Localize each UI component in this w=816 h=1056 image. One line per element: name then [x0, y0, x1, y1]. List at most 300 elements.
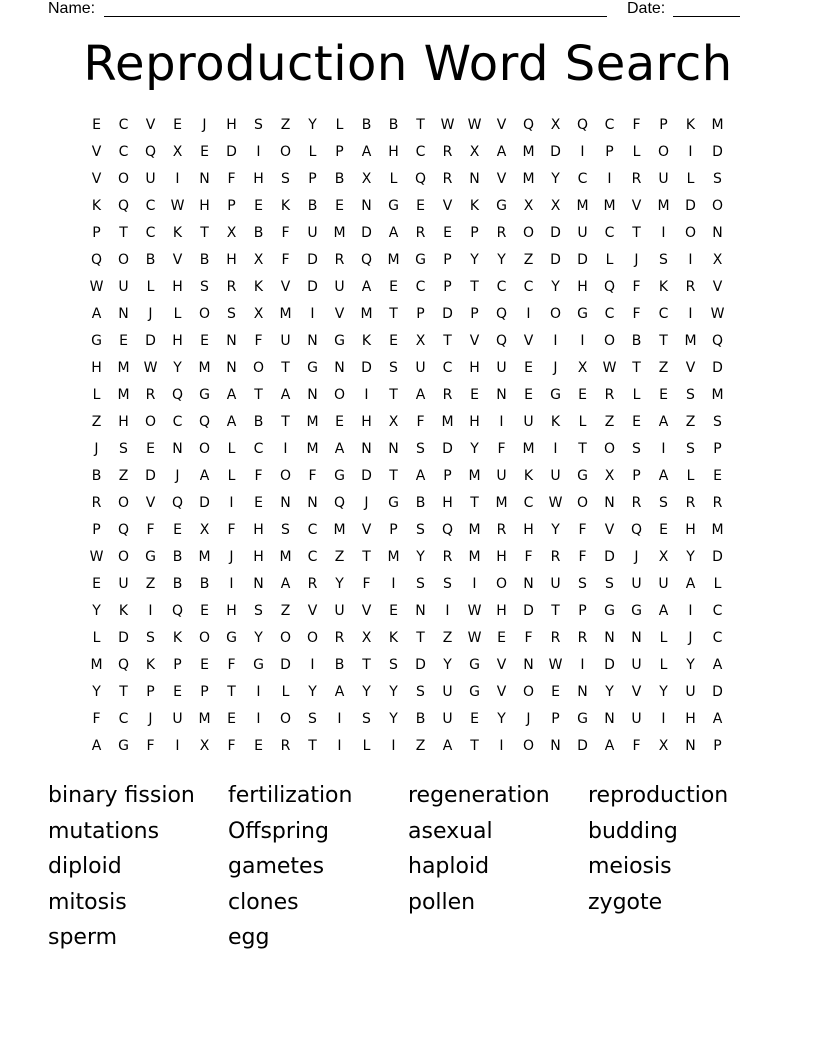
grid-letter[interactable]: S	[281, 522, 290, 538]
grid-letter[interactable]: E	[470, 387, 479, 403]
grid-letter[interactable]: O	[522, 738, 535, 754]
grid-letter[interactable]: U	[631, 657, 642, 673]
grid-letter[interactable]: Q	[117, 657, 130, 673]
grid-letter[interactable]: R	[334, 630, 345, 646]
grid-letter[interactable]: P	[578, 603, 587, 619]
grid-letter[interactable]: H	[172, 279, 183, 295]
grid-letter[interactable]: M	[90, 657, 103, 673]
grid-letter[interactable]: M	[198, 360, 211, 376]
grid-letter[interactable]: P	[632, 468, 641, 484]
grid-letter[interactable]: V	[91, 144, 102, 160]
grid-letter[interactable]: L	[92, 630, 101, 646]
grid-letter[interactable]: G	[334, 333, 345, 349]
grid-letter[interactable]: Y	[389, 711, 398, 727]
grid-letter[interactable]: T	[389, 306, 398, 322]
grid-letter[interactable]: M	[279, 549, 292, 565]
grid-letter[interactable]: J	[634, 252, 639, 268]
grid-letter[interactable]: T	[200, 225, 209, 241]
grid-letter[interactable]: I	[364, 387, 369, 403]
grid-letter[interactable]: T	[632, 360, 641, 376]
grid-letter[interactable]: N	[604, 711, 615, 727]
grid-letter[interactable]: O	[279, 711, 292, 727]
grid-letter[interactable]: Q	[144, 144, 157, 160]
grid-letter[interactable]: C	[604, 117, 615, 133]
grid-letter[interactable]: P	[308, 171, 317, 187]
grid-letter[interactable]: U	[550, 576, 561, 592]
grid-letter[interactable]: Y	[686, 549, 695, 565]
grid-letter[interactable]: Y	[416, 549, 425, 565]
grid-letter[interactable]: N	[685, 738, 696, 754]
grid-letter[interactable]: L	[146, 279, 155, 295]
grid-letter[interactable]: K	[388, 630, 399, 646]
grid-letter[interactable]: E	[335, 198, 344, 214]
grid-letter[interactable]: T	[254, 387, 263, 403]
grid-letter[interactable]: Q	[117, 198, 130, 214]
grid-letter[interactable]: X	[388, 414, 399, 430]
grid-letter[interactable]: Y	[254, 630, 263, 646]
grid-letter[interactable]: L	[713, 576, 722, 592]
grid-letter[interactable]: C	[442, 360, 453, 376]
grid-letter[interactable]: M	[657, 198, 670, 214]
grid-letter[interactable]: X	[361, 171, 372, 187]
grid-letter[interactable]: L	[632, 387, 641, 403]
grid-letter[interactable]: H	[469, 360, 480, 376]
grid-letter[interactable]: I	[256, 144, 261, 160]
grid-letter[interactable]: T	[551, 603, 560, 619]
grid-letter[interactable]: S	[146, 630, 155, 646]
grid-letter[interactable]: D	[307, 279, 318, 295]
grid-letter[interactable]: X	[199, 738, 210, 754]
grid-letter[interactable]: E	[659, 387, 668, 403]
grid-letter[interactable]: A	[226, 414, 237, 430]
grid-letter[interactable]: J	[553, 360, 558, 376]
grid-letter[interactable]: D	[604, 549, 615, 565]
grid-letter[interactable]: K	[280, 198, 291, 214]
grid-letter[interactable]: Y	[551, 171, 560, 187]
grid-letter[interactable]: A	[415, 387, 426, 403]
grid-letter[interactable]: U	[442, 684, 453, 700]
grid-letter[interactable]: C	[604, 225, 615, 241]
grid-letter[interactable]: E	[200, 657, 209, 673]
grid-letter[interactable]: G	[577, 468, 588, 484]
grid-letter[interactable]: N	[361, 441, 372, 457]
date-blank-line[interactable]	[673, 16, 740, 17]
grid-letter[interactable]: K	[118, 603, 129, 619]
grid-letter[interactable]: N	[172, 441, 183, 457]
grid-letter[interactable]: Q	[630, 522, 643, 538]
grid-letter[interactable]: G	[388, 198, 399, 214]
grid-letter[interactable]: Q	[711, 333, 724, 349]
grid-letter[interactable]: F	[524, 549, 533, 565]
grid-letter[interactable]: U	[631, 711, 642, 727]
grid-letter[interactable]: G	[226, 630, 237, 646]
grid-letter[interactable]: A	[91, 306, 102, 322]
grid-letter[interactable]: H	[226, 117, 237, 133]
grid-letter[interactable]: A	[334, 684, 345, 700]
grid-letter[interactable]: L	[632, 144, 641, 160]
grid-letter[interactable]: V	[334, 306, 345, 322]
grid-letter[interactable]: K	[253, 279, 264, 295]
grid-letter[interactable]: S	[227, 306, 236, 322]
grid-letter[interactable]: H	[118, 414, 129, 430]
grid-letter[interactable]: F	[227, 171, 236, 187]
grid-letter[interactable]: A	[685, 576, 696, 592]
grid-letter[interactable]: M	[522, 171, 535, 187]
grid-letter[interactable]: U	[496, 360, 507, 376]
grid-letter[interactable]: F	[416, 414, 425, 430]
grid-letter[interactable]: A	[496, 144, 507, 160]
grid-letter[interactable]: Y	[362, 684, 371, 700]
grid-letter[interactable]: E	[200, 333, 209, 349]
grid-letter[interactable]: F	[281, 225, 290, 241]
grid-letter[interactable]: E	[254, 495, 263, 511]
grid-letter[interactable]: O	[306, 630, 319, 646]
grid-letter[interactable]: M	[279, 306, 292, 322]
grid-letter[interactable]: O	[495, 576, 508, 592]
grid-letter[interactable]: R	[442, 549, 453, 565]
grid-letter[interactable]: G	[415, 252, 426, 268]
grid-letter[interactable]: L	[659, 657, 668, 673]
grid-letter[interactable]: R	[685, 495, 696, 511]
grid-letter[interactable]: I	[688, 306, 693, 322]
grid-letter[interactable]: O	[117, 549, 130, 565]
grid-letter[interactable]: E	[173, 684, 182, 700]
grid-letter[interactable]: D	[118, 630, 129, 646]
grid-letter[interactable]: M	[711, 117, 724, 133]
grid-letter[interactable]: S	[686, 387, 695, 403]
grid-letter[interactable]: L	[281, 684, 290, 700]
grid-letter[interactable]: M	[711, 522, 724, 538]
grid-letter[interactable]: U	[550, 468, 561, 484]
grid-letter[interactable]: S	[443, 576, 452, 592]
grid-letter[interactable]: A	[91, 738, 102, 754]
grid-letter[interactable]: O	[117, 495, 130, 511]
grid-letter[interactable]: C	[415, 279, 426, 295]
grid-letter[interactable]: V	[172, 252, 183, 268]
grid-letter[interactable]: B	[145, 252, 156, 268]
grid-letter[interactable]: V	[145, 495, 156, 511]
grid-letter[interactable]: N	[226, 333, 237, 349]
grid-letter[interactable]: V	[280, 279, 291, 295]
grid-letter[interactable]: X	[253, 306, 264, 322]
grid-letter[interactable]: T	[389, 387, 398, 403]
grid-letter[interactable]: U	[496, 468, 507, 484]
grid-letter[interactable]: D	[226, 144, 237, 160]
grid-letter[interactable]: O	[333, 387, 346, 403]
grid-letter[interactable]: I	[580, 657, 585, 673]
grid-letter[interactable]: L	[308, 144, 317, 160]
grid-letter[interactable]: T	[659, 333, 668, 349]
grid-letter[interactable]: J	[175, 468, 180, 484]
grid-letter[interactable]: Z	[145, 576, 156, 592]
grid-letter[interactable]: M	[198, 549, 211, 565]
grid-letter[interactable]: J	[364, 495, 369, 511]
grid-letter[interactable]: F	[632, 306, 641, 322]
grid-letter[interactable]: M	[387, 549, 400, 565]
grid-letter[interactable]: O	[117, 252, 130, 268]
grid-letter[interactable]: S	[578, 576, 587, 592]
grid-letter[interactable]: O	[603, 333, 616, 349]
grid-letter[interactable]: M	[495, 495, 508, 511]
grid-letter[interactable]: Y	[659, 684, 668, 700]
grid-letter[interactable]: Q	[117, 522, 130, 538]
grid-letter[interactable]: S	[254, 117, 263, 133]
grid-letter[interactable]: A	[280, 576, 291, 592]
grid-letter[interactable]: C	[712, 630, 723, 646]
grid-letter[interactable]: I	[283, 441, 288, 457]
grid-letter[interactable]: E	[632, 414, 641, 430]
grid-letter[interactable]: X	[604, 468, 615, 484]
grid-letter[interactable]: C	[118, 117, 129, 133]
grid-letter[interactable]: Y	[605, 684, 614, 700]
grid-letter[interactable]: N	[523, 657, 534, 673]
grid-letter[interactable]: F	[227, 657, 236, 673]
grid-letter[interactable]: A	[388, 225, 399, 241]
grid-letter[interactable]: M	[333, 522, 346, 538]
grid-letter[interactable]: D	[442, 306, 453, 322]
grid-letter[interactable]: R	[550, 549, 561, 565]
grid-letter[interactable]: I	[256, 711, 261, 727]
grid-letter[interactable]: C	[658, 306, 669, 322]
grid-letter[interactable]: V	[469, 333, 480, 349]
grid-letter[interactable]: A	[658, 468, 669, 484]
grid-letter[interactable]: L	[605, 252, 614, 268]
grid-letter[interactable]: U	[118, 576, 129, 592]
grid-letter[interactable]: W	[89, 549, 104, 565]
grid-letter[interactable]: U	[658, 576, 669, 592]
grid-letter[interactable]: V	[631, 198, 642, 214]
grid-letter[interactable]: M	[603, 198, 616, 214]
grid-letter[interactable]: Z	[442, 630, 453, 646]
grid-letter[interactable]: S	[416, 684, 425, 700]
grid-letter[interactable]: K	[145, 657, 156, 673]
grid-letter[interactable]: M	[117, 387, 130, 403]
grid-letter[interactable]: N	[226, 360, 237, 376]
grid-letter[interactable]: Y	[443, 657, 452, 673]
grid-letter[interactable]: G	[469, 657, 480, 673]
grid-letter[interactable]: T	[281, 414, 290, 430]
grid-letter[interactable]: N	[361, 198, 372, 214]
grid-letter[interactable]: P	[92, 522, 101, 538]
grid-letter[interactable]: F	[362, 576, 371, 592]
grid-letter[interactable]: G	[550, 387, 561, 403]
grid-letter[interactable]: Y	[551, 522, 560, 538]
grid-letter[interactable]: L	[659, 630, 668, 646]
grid-letter[interactable]: D	[577, 252, 588, 268]
grid-letter[interactable]: N	[496, 387, 507, 403]
grid-letter[interactable]: P	[227, 198, 236, 214]
grid-letter[interactable]: Y	[92, 684, 101, 700]
grid-letter[interactable]: G	[145, 549, 156, 565]
grid-letter[interactable]: E	[200, 144, 209, 160]
grid-letter[interactable]: A	[361, 144, 372, 160]
grid-letter[interactable]: X	[199, 522, 210, 538]
grid-letter[interactable]: A	[199, 468, 210, 484]
grid-letter[interactable]: B	[199, 576, 210, 592]
grid-letter[interactable]: G	[604, 603, 615, 619]
grid-letter[interactable]: P	[713, 738, 722, 754]
grid-letter[interactable]: D	[604, 657, 615, 673]
grid-letter[interactable]: N	[631, 630, 642, 646]
grid-letter[interactable]: O	[198, 441, 211, 457]
grid-letter[interactable]: N	[469, 171, 480, 187]
grid-letter[interactable]: A	[280, 387, 291, 403]
grid-letter[interactable]: S	[389, 657, 398, 673]
grid-letter[interactable]: G	[307, 360, 318, 376]
grid-letter[interactable]: Y	[308, 684, 317, 700]
grid-letter[interactable]: T	[389, 468, 398, 484]
grid-letter[interactable]: G	[469, 684, 480, 700]
grid-letter[interactable]: L	[335, 117, 344, 133]
grid-letter[interactable]: E	[389, 603, 398, 619]
grid-letter[interactable]: R	[442, 171, 453, 187]
grid-letter[interactable]: N	[280, 495, 291, 511]
grid-letter[interactable]: B	[334, 171, 345, 187]
grid-letter[interactable]: Q	[603, 279, 616, 295]
grid-letter[interactable]: F	[497, 441, 506, 457]
grid-letter[interactable]: N	[415, 603, 426, 619]
grid-letter[interactable]: L	[92, 387, 101, 403]
grid-letter[interactable]: U	[631, 576, 642, 592]
grid-letter[interactable]: B	[91, 468, 102, 484]
grid-letter[interactable]: A	[334, 441, 345, 457]
grid-letter[interactable]: N	[199, 171, 210, 187]
grid-letter[interactable]: T	[362, 549, 371, 565]
grid-letter[interactable]: E	[173, 117, 182, 133]
grid-letter[interactable]: O	[279, 630, 292, 646]
grid-letter[interactable]: D	[145, 468, 156, 484]
grid-letter[interactable]: G	[199, 387, 210, 403]
grid-letter[interactable]: O	[657, 144, 670, 160]
grid-letter[interactable]: E	[92, 576, 101, 592]
grid-letter[interactable]: L	[389, 171, 398, 187]
grid-letter[interactable]: R	[604, 387, 615, 403]
grid-letter[interactable]: D	[550, 144, 561, 160]
grid-letter[interactable]: G	[577, 711, 588, 727]
grid-letter[interactable]: S	[416, 441, 425, 457]
grid-letter[interactable]: F	[308, 468, 317, 484]
grid-letter[interactable]: M	[576, 198, 589, 214]
grid-letter[interactable]: K	[91, 198, 102, 214]
grid-letter[interactable]: Q	[495, 306, 508, 322]
grid-letter[interactable]: H	[685, 711, 696, 727]
grid-letter[interactable]: R	[280, 738, 291, 754]
grid-letter[interactable]: R	[415, 225, 426, 241]
grid-letter[interactable]: T	[632, 225, 641, 241]
grid-letter[interactable]: I	[661, 711, 666, 727]
grid-letter[interactable]: F	[578, 549, 587, 565]
grid-letter[interactable]: F	[524, 630, 533, 646]
grid-letter[interactable]: U	[577, 225, 588, 241]
grid-letter[interactable]: X	[361, 630, 372, 646]
grid-letter[interactable]: U	[145, 171, 156, 187]
grid-letter[interactable]: V	[307, 603, 318, 619]
grid-letter[interactable]: I	[688, 144, 693, 160]
grid-letter[interactable]: U	[685, 684, 696, 700]
grid-letter[interactable]: U	[442, 711, 453, 727]
grid-letter[interactable]: Z	[280, 603, 291, 619]
grid-letter[interactable]: K	[172, 225, 183, 241]
grid-letter[interactable]: F	[281, 252, 290, 268]
grid-letter[interactable]: Z	[334, 549, 345, 565]
grid-letter[interactable]: V	[145, 117, 156, 133]
grid-letter[interactable]: D	[361, 225, 372, 241]
grid-letter[interactable]: H	[496, 549, 507, 565]
grid-letter[interactable]: Y	[686, 657, 695, 673]
grid-letter[interactable]: C	[145, 198, 156, 214]
grid-letter[interactable]: R	[226, 279, 237, 295]
grid-letter[interactable]: S	[308, 711, 317, 727]
grid-letter[interactable]: D	[145, 333, 156, 349]
grid-letter[interactable]: P	[200, 684, 209, 700]
grid-letter[interactable]: C	[307, 549, 318, 565]
grid-letter[interactable]: B	[361, 117, 372, 133]
grid-letter[interactable]: E	[659, 522, 668, 538]
grid-letter[interactable]: E	[578, 387, 587, 403]
grid-letter[interactable]: P	[470, 225, 479, 241]
grid-letter[interactable]: B	[172, 576, 183, 592]
grid-letter[interactable]: P	[416, 306, 425, 322]
grid-letter[interactable]: O	[576, 495, 589, 511]
grid-letter[interactable]: E	[497, 630, 506, 646]
grid-letter[interactable]: O	[198, 630, 211, 646]
grid-letter[interactable]: P	[713, 441, 722, 457]
grid-letter[interactable]: I	[526, 306, 531, 322]
grid-letter[interactable]: B	[388, 117, 399, 133]
grid-letter[interactable]: F	[146, 522, 155, 538]
grid-letter[interactable]: U	[334, 603, 345, 619]
grid-letter[interactable]: O	[279, 468, 292, 484]
grid-letter[interactable]: G	[334, 468, 345, 484]
grid-letter[interactable]: T	[578, 441, 587, 457]
grid-letter[interactable]: M	[306, 441, 319, 457]
grid-letter[interactable]: C	[307, 522, 318, 538]
grid-letter[interactable]: I	[256, 684, 261, 700]
grid-letter[interactable]: V	[712, 279, 723, 295]
grid-letter[interactable]: W	[548, 657, 563, 673]
grid-letter[interactable]: R	[307, 576, 318, 592]
grid-letter[interactable]: V	[631, 684, 642, 700]
grid-letter[interactable]: A	[712, 711, 723, 727]
grid-letter[interactable]: X	[226, 225, 237, 241]
grid-letter[interactable]: H	[388, 144, 399, 160]
grid-letter[interactable]: N	[523, 576, 534, 592]
grid-letter[interactable]: G	[118, 738, 129, 754]
grid-letter[interactable]: G	[496, 198, 507, 214]
grid-letter[interactable]: Q	[171, 387, 184, 403]
grid-letter[interactable]: E	[254, 738, 263, 754]
grid-letter[interactable]: Z	[685, 414, 696, 430]
grid-letter[interactable]: Y	[470, 441, 479, 457]
grid-letter[interactable]: M	[117, 360, 130, 376]
grid-letter[interactable]: M	[522, 441, 535, 457]
grid-letter[interactable]: E	[389, 333, 398, 349]
grid-letter[interactable]: D	[361, 360, 372, 376]
grid-letter[interactable]: Y	[470, 252, 479, 268]
grid-letter[interactable]: V	[685, 360, 696, 376]
grid-letter[interactable]: K	[523, 468, 534, 484]
grid-letter[interactable]: X	[523, 198, 534, 214]
grid-letter[interactable]: P	[659, 117, 668, 133]
grid-letter[interactable]: I	[580, 144, 585, 160]
grid-letter[interactable]: V	[496, 117, 507, 133]
grid-letter[interactable]: E	[254, 198, 263, 214]
grid-letter[interactable]: A	[658, 603, 669, 619]
grid-letter[interactable]: D	[307, 252, 318, 268]
grid-letter[interactable]: T	[416, 630, 425, 646]
grid-letter[interactable]: I	[391, 738, 396, 754]
grid-letter[interactable]: A	[442, 738, 453, 754]
